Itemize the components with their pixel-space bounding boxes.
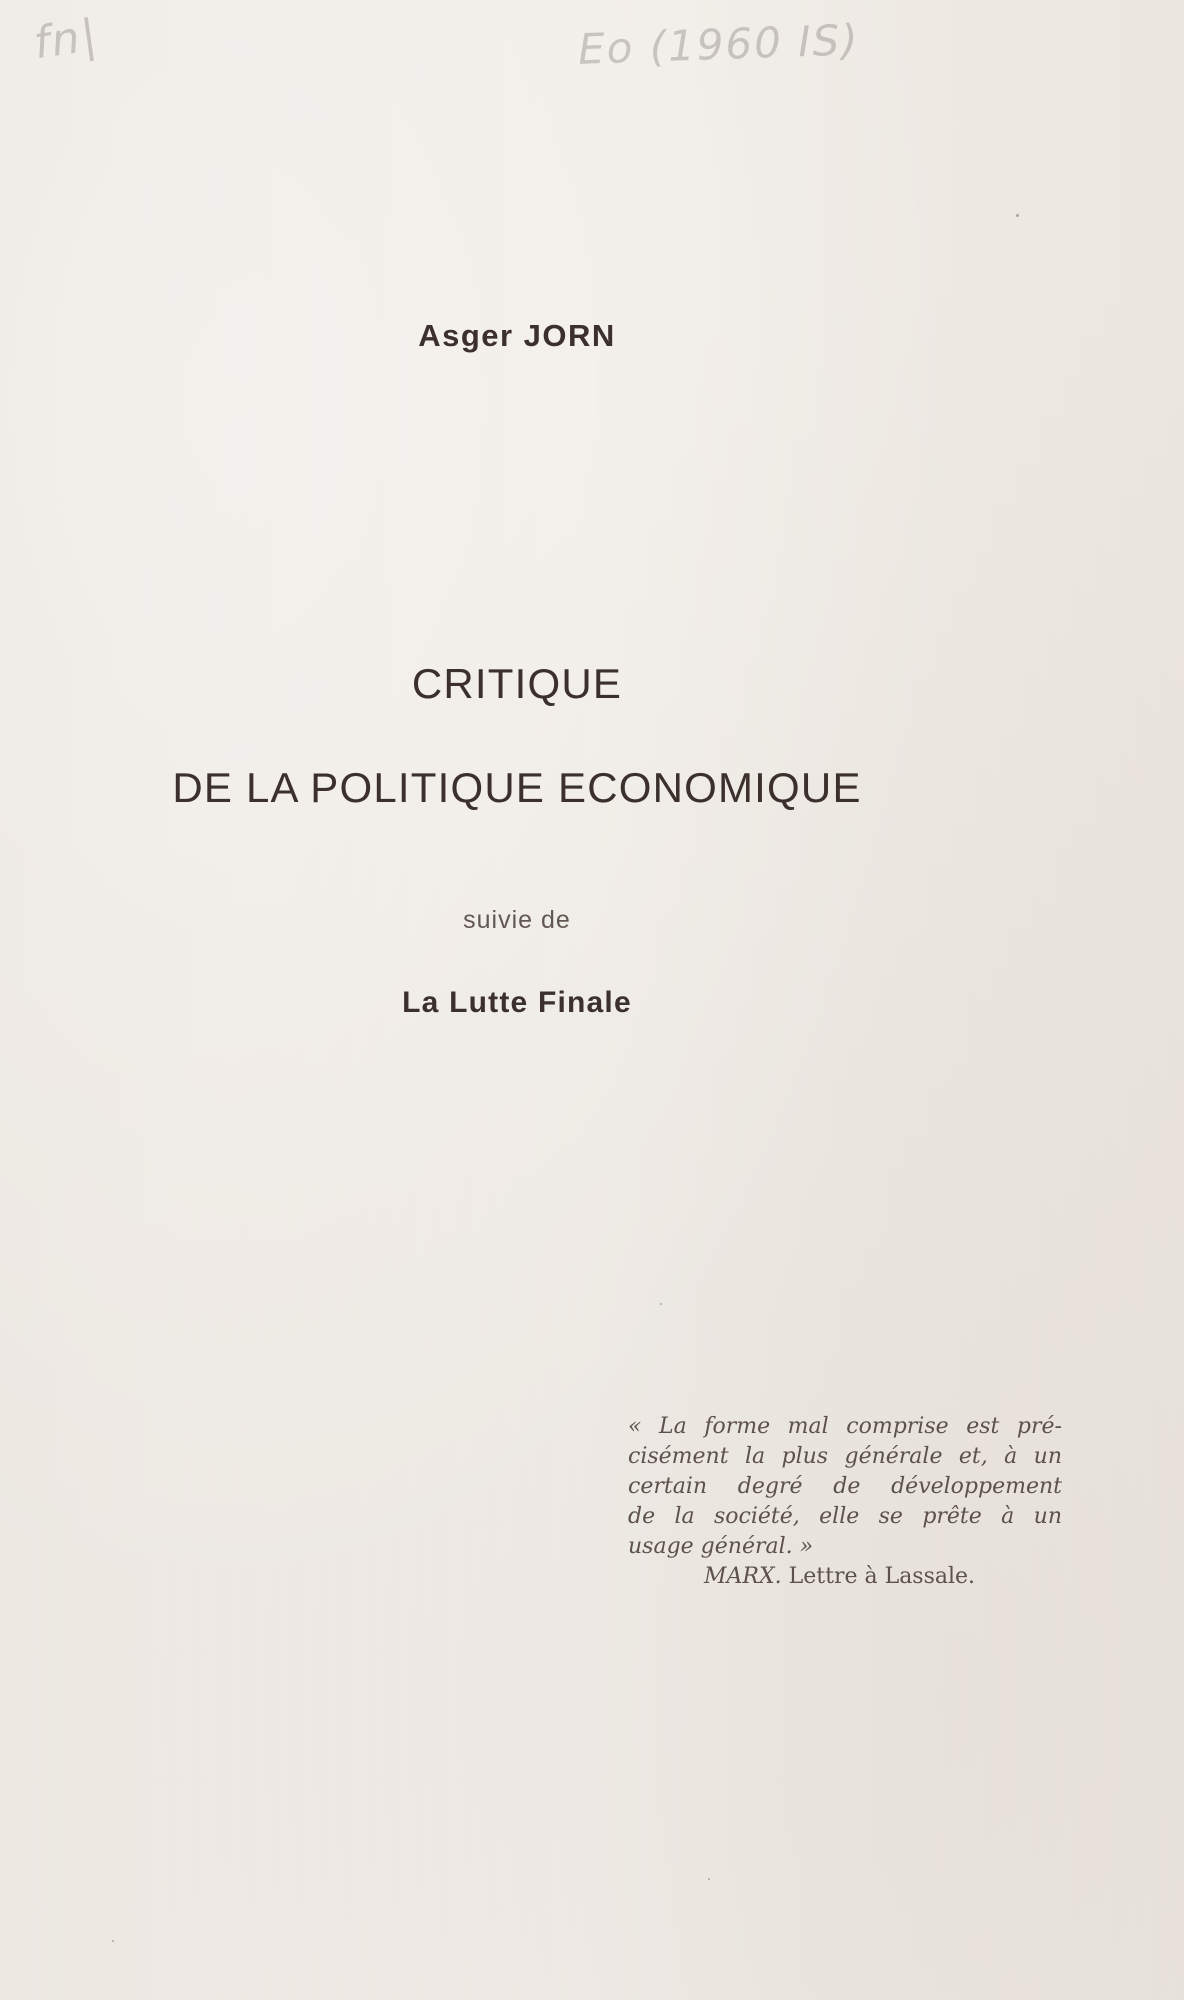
book-title-line-2: DE LA POLITIQUE ECONOMIQUE [172,764,862,811]
pencil-annotation-top: Eo (1960 IS) [577,15,861,74]
attribution-name: MARX. [704,1564,782,1589]
author-name: Asger JORN [418,318,616,353]
epigraph-line-3: certain degré de développement [628,1474,1062,1499]
book-subtitle: La Lutte Finale [402,986,632,1019]
epigraph-line-5: usage général. » [628,1534,814,1559]
paper-fleck [708,1878,710,1880]
paper-fleck [1016,214,1019,217]
paper-fleck [112,1940,114,1942]
epigraph-line-1: « La forme mal comprise est pré- [628,1414,1062,1439]
attribution-text: Lettre à Lassale. [781,1564,976,1589]
subtitle-connector: suivie de [463,906,571,934]
epigraph-block [628,1412,1062,1592]
epigraph-attribution [704,1562,1062,1592]
paper-fleck [660,1303,662,1305]
epigraph-line-4: de la société, elle se prête à un [628,1504,1062,1529]
book-title-line-1: CRITIQUE [411,660,623,707]
epigraph-line-2: cisément la plus générale et, à un [628,1444,1062,1469]
pencil-annotation-left: fn| [30,9,102,70]
